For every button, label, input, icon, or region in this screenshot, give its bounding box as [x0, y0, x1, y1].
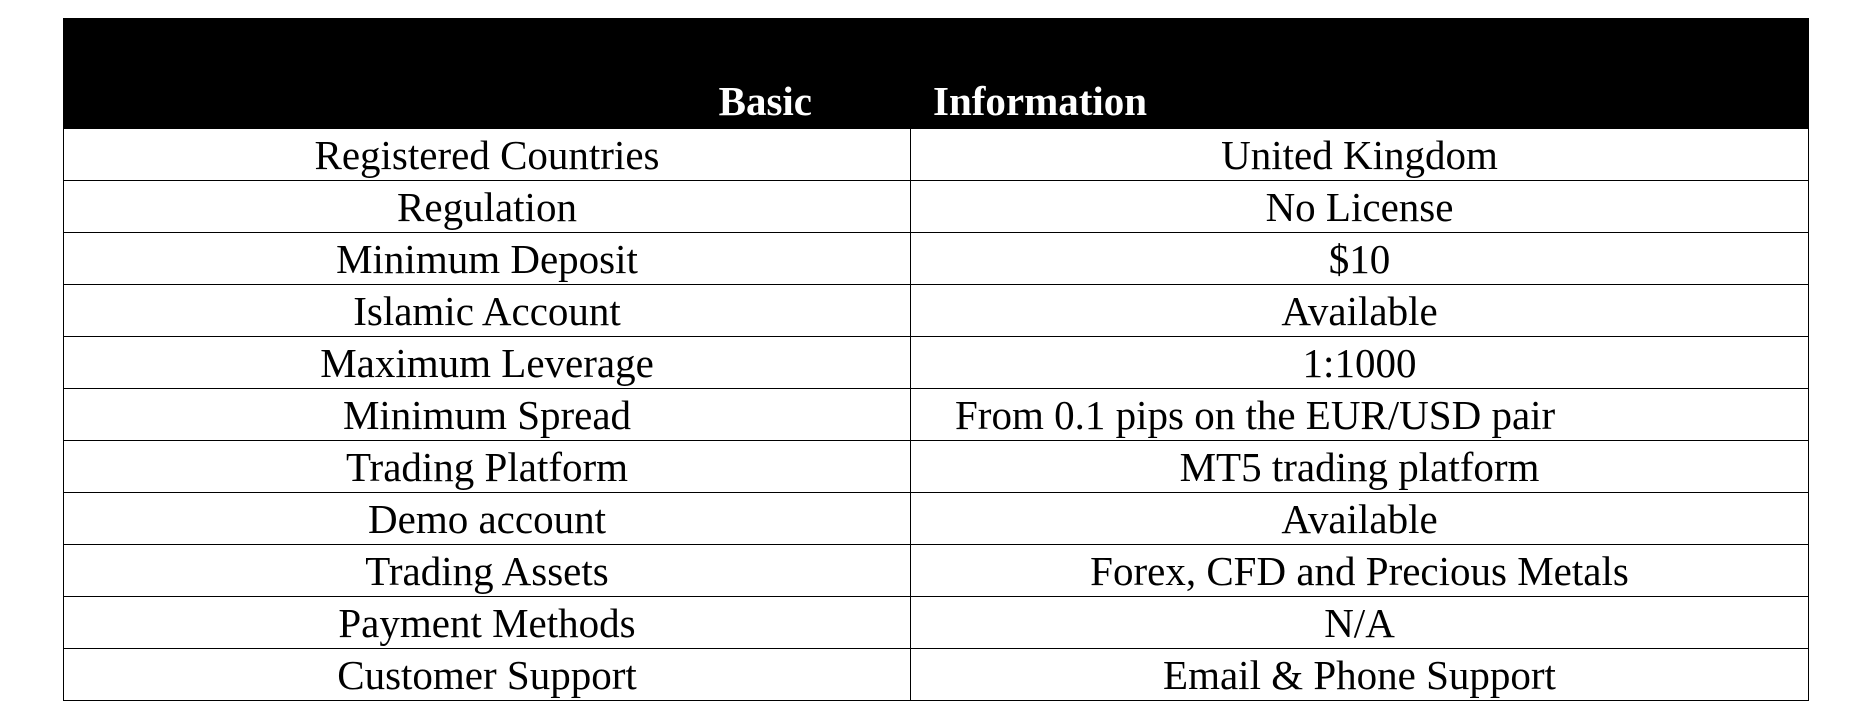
row-label: Registered Countries: [64, 129, 911, 181]
row-value: Forex, CFD and Precious Metals: [911, 545, 1809, 597]
row-label: Regulation: [64, 181, 911, 233]
row-label: Trading Assets: [64, 545, 911, 597]
row-label: Minimum Spread: [64, 389, 911, 441]
row-label: Minimum Deposit: [64, 233, 911, 285]
table-row: [64, 545, 1809, 597]
table-row: [64, 441, 1809, 493]
table-row: [64, 285, 1809, 337]
header-information: Information: [911, 19, 1809, 129]
basic-information-table: [63, 18, 1809, 701]
table-row: [64, 493, 1809, 545]
table-row: [64, 181, 1809, 233]
row-label: Customer Support: [64, 649, 911, 701]
table-header-row: [64, 19, 1809, 129]
header-basic: Basic: [64, 19, 911, 129]
row-value: MT5 trading platform: [911, 441, 1809, 493]
row-label: Demo account: [64, 493, 911, 545]
row-value: No License: [911, 181, 1809, 233]
table-row: [64, 597, 1809, 649]
row-value: From 0.1 pips on the EUR/USD pair: [911, 389, 1809, 441]
row-label: Payment Methods: [64, 597, 911, 649]
row-label: Islamic Account: [64, 285, 911, 337]
table-row: [64, 389, 1809, 441]
row-label: Trading Platform: [64, 441, 911, 493]
table-row: [64, 649, 1809, 701]
row-value: Available: [911, 493, 1809, 545]
row-value: 1:1000: [911, 337, 1809, 389]
row-label: Maximum Leverage: [64, 337, 911, 389]
table-row: [64, 233, 1809, 285]
table-row: [64, 337, 1809, 389]
row-value: N/A: [911, 597, 1809, 649]
row-value: United Kingdom: [911, 129, 1809, 181]
row-value: Available: [911, 285, 1809, 337]
row-value: $10: [911, 233, 1809, 285]
table-row: [64, 129, 1809, 181]
row-value: Email & Phone Support: [911, 649, 1809, 701]
